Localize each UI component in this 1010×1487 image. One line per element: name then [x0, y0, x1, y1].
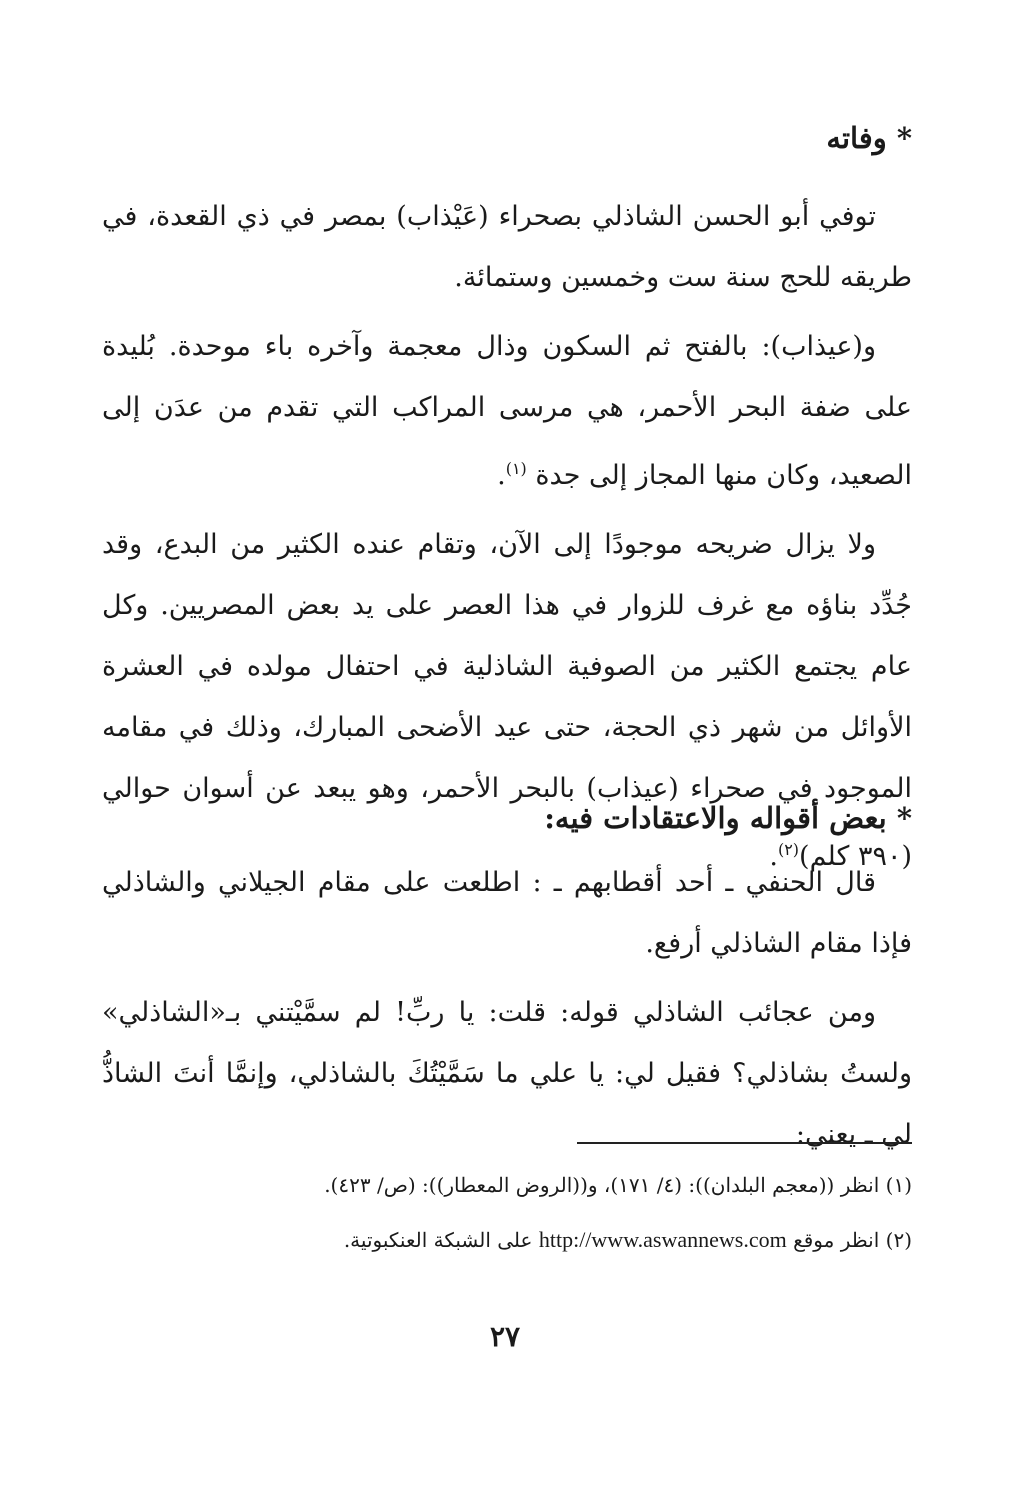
footnote-ref-1[interactable]: (١): [505, 459, 527, 478]
body-text-top: [102, 186, 912, 887]
footnote-2: [102, 1225, 912, 1255]
paragraph-shrine-text: ولا يزال ضريحه موجودًا إلى الآن، وتقام عنده الكثير من البدع، وقد جُدِّد بناؤه مع غرف للزوار في هذا العصر على يد بعض المصريين. وكل عام يجتمع الكثير من الصوفية الشاذلية في احتفال مولده في العشرة الأوائل من شهر ذي الحجة، حتى عيد الأضحى المبارك، وذلك في مقامه الموجود في صحراء (عيذاب) بالبحر الأحمر، وهو يبعد عن أسوان حوالي (٣٩٠ كلم): [102, 529, 912, 872]
paragraph-death-date: توفي أبو الحسن الشاذلي بصحراء (عَيْذاب) بمصر في ذي القعدة، في طريقه للحج سنة ست وخمسين وستمائة.: [102, 201, 912, 293]
paragraph-shadhili-wonders: ومن عجائب الشاذلي قوله: قلت: يا ربِّ! لم سمَّيْتني بـ«الشاذلي» ولستُ بشاذلي؟ فقيل لي: يا علي ما سَمَّيْتُكَ بالشاذلي، وإنمَّا أنتَ الشاذُّ لي ـ يعني:: [102, 997, 912, 1150]
paragraph-aidhab-text: و(عيذاب): بالفتح ثم السكون وذال معجمة وآخره باء موحدة. بُليدة على ضفة البحر الأحمر، هي مرسى المراكب التي تقدم من عدَن إلى الصعيد، وكان منها المجاز إلى جدة: [102, 331, 912, 491]
footnote-2-prefix: (٢) انظر موقع: [793, 1228, 912, 1252]
paragraph-shrine-end: .: [769, 841, 778, 872]
footnote-1: (١) انظر ((معجم البلدان)): (٤/ ١٧١)، و((الروض المعطار)): (ص/ ٤٢٣).: [324, 1173, 912, 1197]
page-number: ٢٧: [489, 1320, 521, 1353]
section-heading-death: * وفاته: [826, 121, 912, 155]
paragraph-aidhab-definition: [102, 316, 912, 506]
footnote-2-url-link[interactable]: http://www.aswannews.com: [538, 1227, 787, 1252]
footnote-2-suffix: على الشبكة العنكبوتية.: [343, 1228, 533, 1252]
section-heading-sayings: * بعض أقواله والاعتقادات فيه:: [544, 801, 912, 835]
paragraph-aidhab-end: .: [497, 460, 506, 491]
paragraph-hanafi-quote: قال الحنفي ـ أحد أقطابهم ـ : اطلعت على مقام الجيلاني والشاذلي فإذا مقام الشاذلي أرفع.: [102, 867, 912, 959]
body-text-bottom: [102, 852, 912, 1165]
footnote-divider: [577, 1142, 912, 1144]
footnote-ref-2[interactable]: (٢): [777, 840, 800, 859]
